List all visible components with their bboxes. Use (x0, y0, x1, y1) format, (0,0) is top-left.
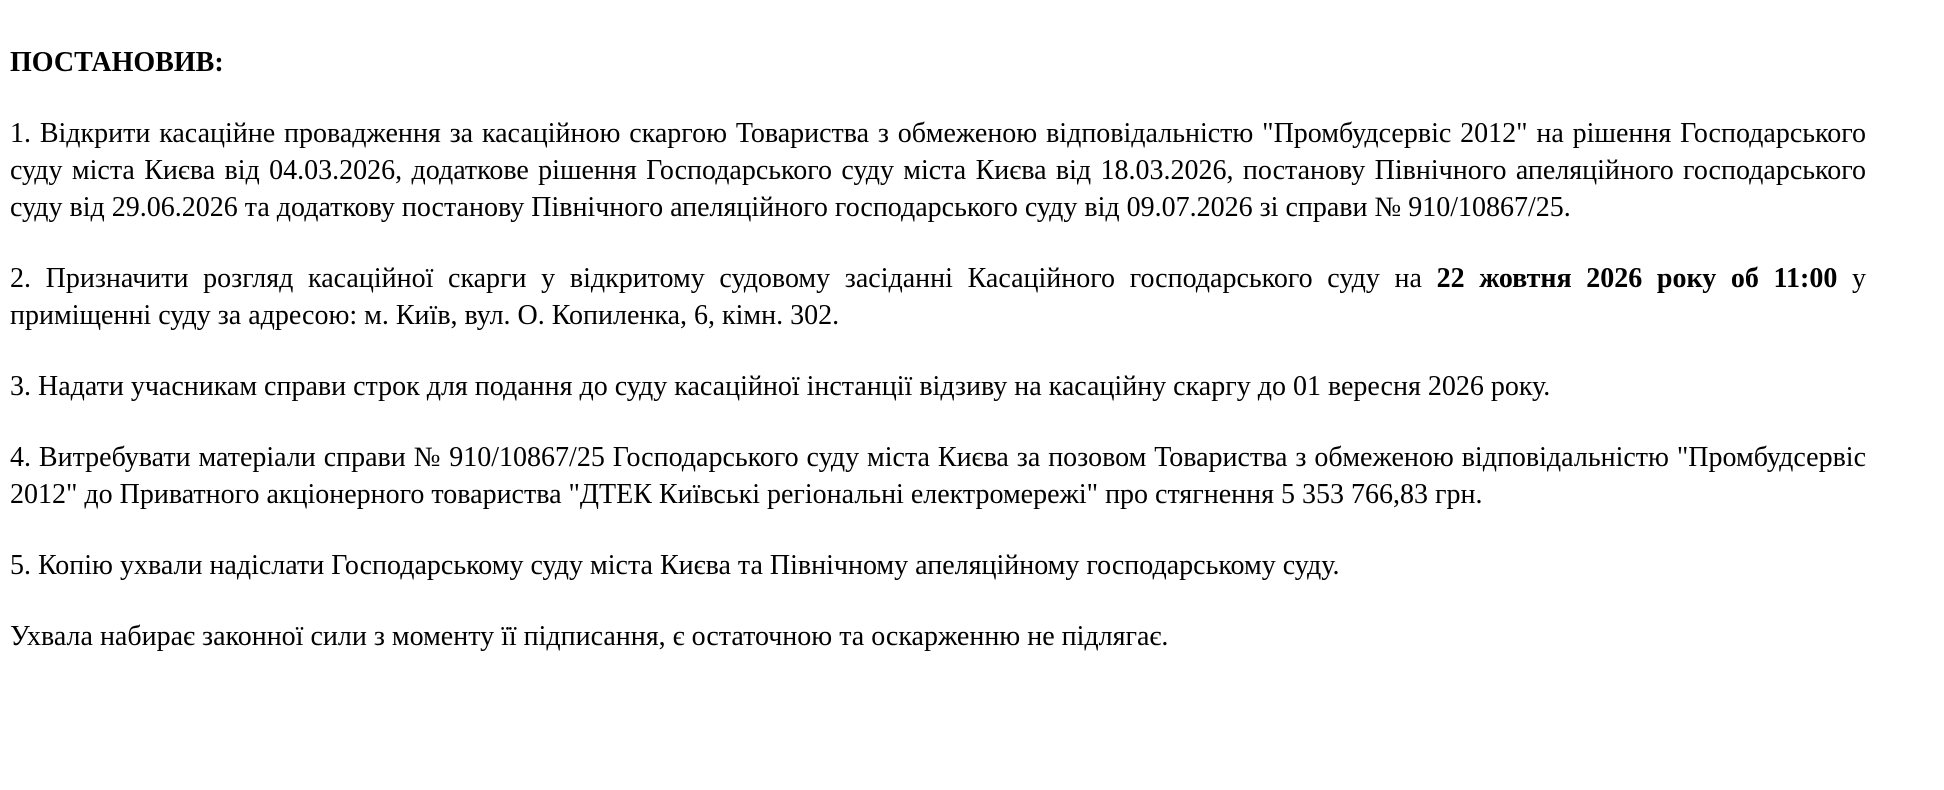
ruling-item-2 (10, 260, 1866, 334)
ruling-item-1: 1. Відкрити касаційне провадження за касаційною скаргою Товариства з обмеженою відповідальністю "Промбудсервіс 2012" на рішення Господарського суду міста Києва від 04.03.2026, додаткове рішення Господарського суду міста Києва від 18.03.2026, постанову Північного апеляційного господарського суду від 29.06.2026 та додаткову постанову Північного апеляційного господарського суду від 09.07.2026 зі справи № 910/10867/25. (10, 118, 1866, 223)
hearing-date-time: 22 жовтня 2026 року об 11:00 (1436, 263, 1838, 294)
ruling-item-5: 5. Копію ухвали надіслати Господарському суду міста Києва та Північному апеляційному господарському суду. (10, 550, 1340, 581)
ruling-item-3: 3. Надати учасникам справи строк для подання до суду касаційної інстанції відзиву на касаційну скаргу до 01 вересня 2026 року. (10, 371, 1551, 402)
ruling-item-4: 4. Витребувати матеріали справи № 910/10867/25 Господарського суду міста Києва за позовом Товариства з обмеженою відповідальністю "Промбудсервіс 2012" до Приватного акціонерного товариства "ДТЕК Київські регіональні електромережі" про стягнення 5 353 766,83 грн. (10, 442, 1866, 510)
ruling-item-2-text-start: 2. Призначити розгляд касаційної скарги у відкритому судовому засіданні Касаційного господарського суду на (10, 263, 1437, 294)
ruling-final-note: Ухвала набирає законної сили з моменту її підписання, є остаточною та оскарженню не підлягає. (10, 621, 1169, 652)
court-ruling-document (10, 44, 1866, 655)
ruling-item-2-text-end: у приміщенні суду за адресою: м. Київ, вул. О. Копиленка, 6, кімн. 302. (10, 263, 1867, 331)
ruling-heading: ПОСТАНОВИВ: (10, 47, 224, 78)
